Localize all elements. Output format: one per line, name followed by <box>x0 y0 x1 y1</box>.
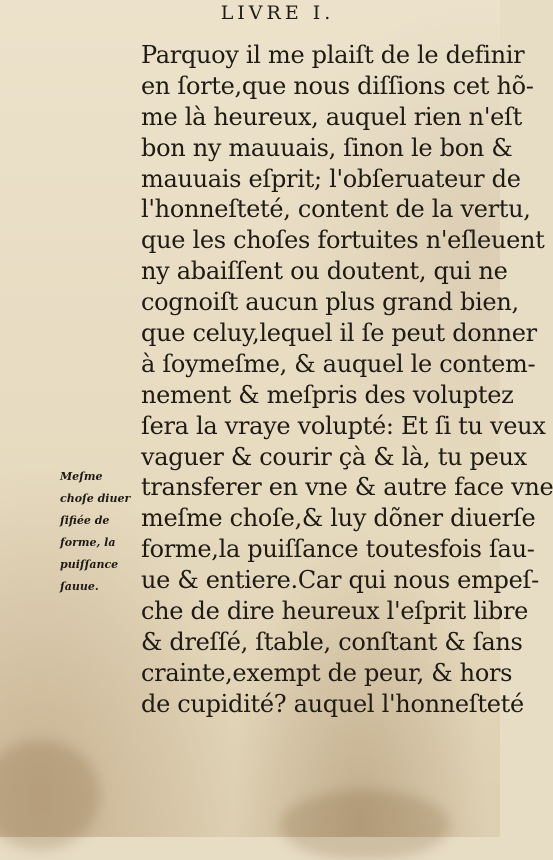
text-line: che de dire heureux l'eſprit libre <box>141 597 529 626</box>
text-line: que celuy,lequel il ſe peut donner <box>141 319 537 348</box>
margin-note-line: ſifiée de <box>60 514 110 527</box>
text-line: transferer en vne & autre face vne <box>141 473 553 502</box>
text-line: mauuais eſprit; l'obſeruateur de <box>141 164 521 193</box>
body-text <box>141 40 553 720</box>
text-line: l'honneſteté, content de la vertu, <box>141 195 531 224</box>
foxing-stain-bottom-right <box>280 790 450 860</box>
foxing-stain-bottom-left <box>0 740 100 850</box>
margin-note-line: forme, la <box>60 536 116 549</box>
running-header <box>0 2 500 24</box>
text-line: ny abaiſſent ou doutent, qui ne <box>141 257 508 286</box>
margin-note-line: ſauue. <box>60 580 99 593</box>
text-line: bon ny mauuais, ſinon le bon & <box>141 133 513 162</box>
text-line: ue & entiere.Car qui nous empeſ- <box>141 566 539 595</box>
text-line: cognoiſt aucun plus grand bien, <box>141 288 519 317</box>
margin-note <box>60 466 140 598</box>
text-line: ſera la vraye volupté: Et ſi tu veux <box>141 411 546 440</box>
text-line: crainte,exempt de peur, & hors <box>141 658 513 687</box>
text-line: meſme choſe,& luy dõner diuerſe <box>141 504 536 533</box>
text-line: & dreſſé, ſtable, conſtant & ſans <box>141 627 523 656</box>
text-line: en ſorte,que nous diſſions cet hõ- <box>141 71 534 100</box>
margin-note-line: choſe diuer <box>60 492 131 505</box>
text-line: à ſoymeſme, & auquel le contem- <box>141 349 536 378</box>
running-title: LIVRE I. <box>220 2 335 24</box>
text-line: forme,la puiſſance toutesfois ſau- <box>141 535 535 564</box>
text-line: de cupidité? auquel l'honneſteté <box>141 689 524 718</box>
text-line: que les choſes fortuites n'eſleuent <box>141 226 545 255</box>
text-line: nement & meſpris des voluptez <box>141 380 514 409</box>
margin-note-line: Meſme <box>60 470 103 483</box>
text-line: me là heureux, auquel rien n'eſt <box>141 102 522 131</box>
margin-note-line: puiſſance <box>60 558 119 571</box>
text-line: vaguer & courir çà & là, tu peux <box>141 442 527 471</box>
text-line: Parquoy il me plaiſt de le definir <box>141 41 525 69</box>
